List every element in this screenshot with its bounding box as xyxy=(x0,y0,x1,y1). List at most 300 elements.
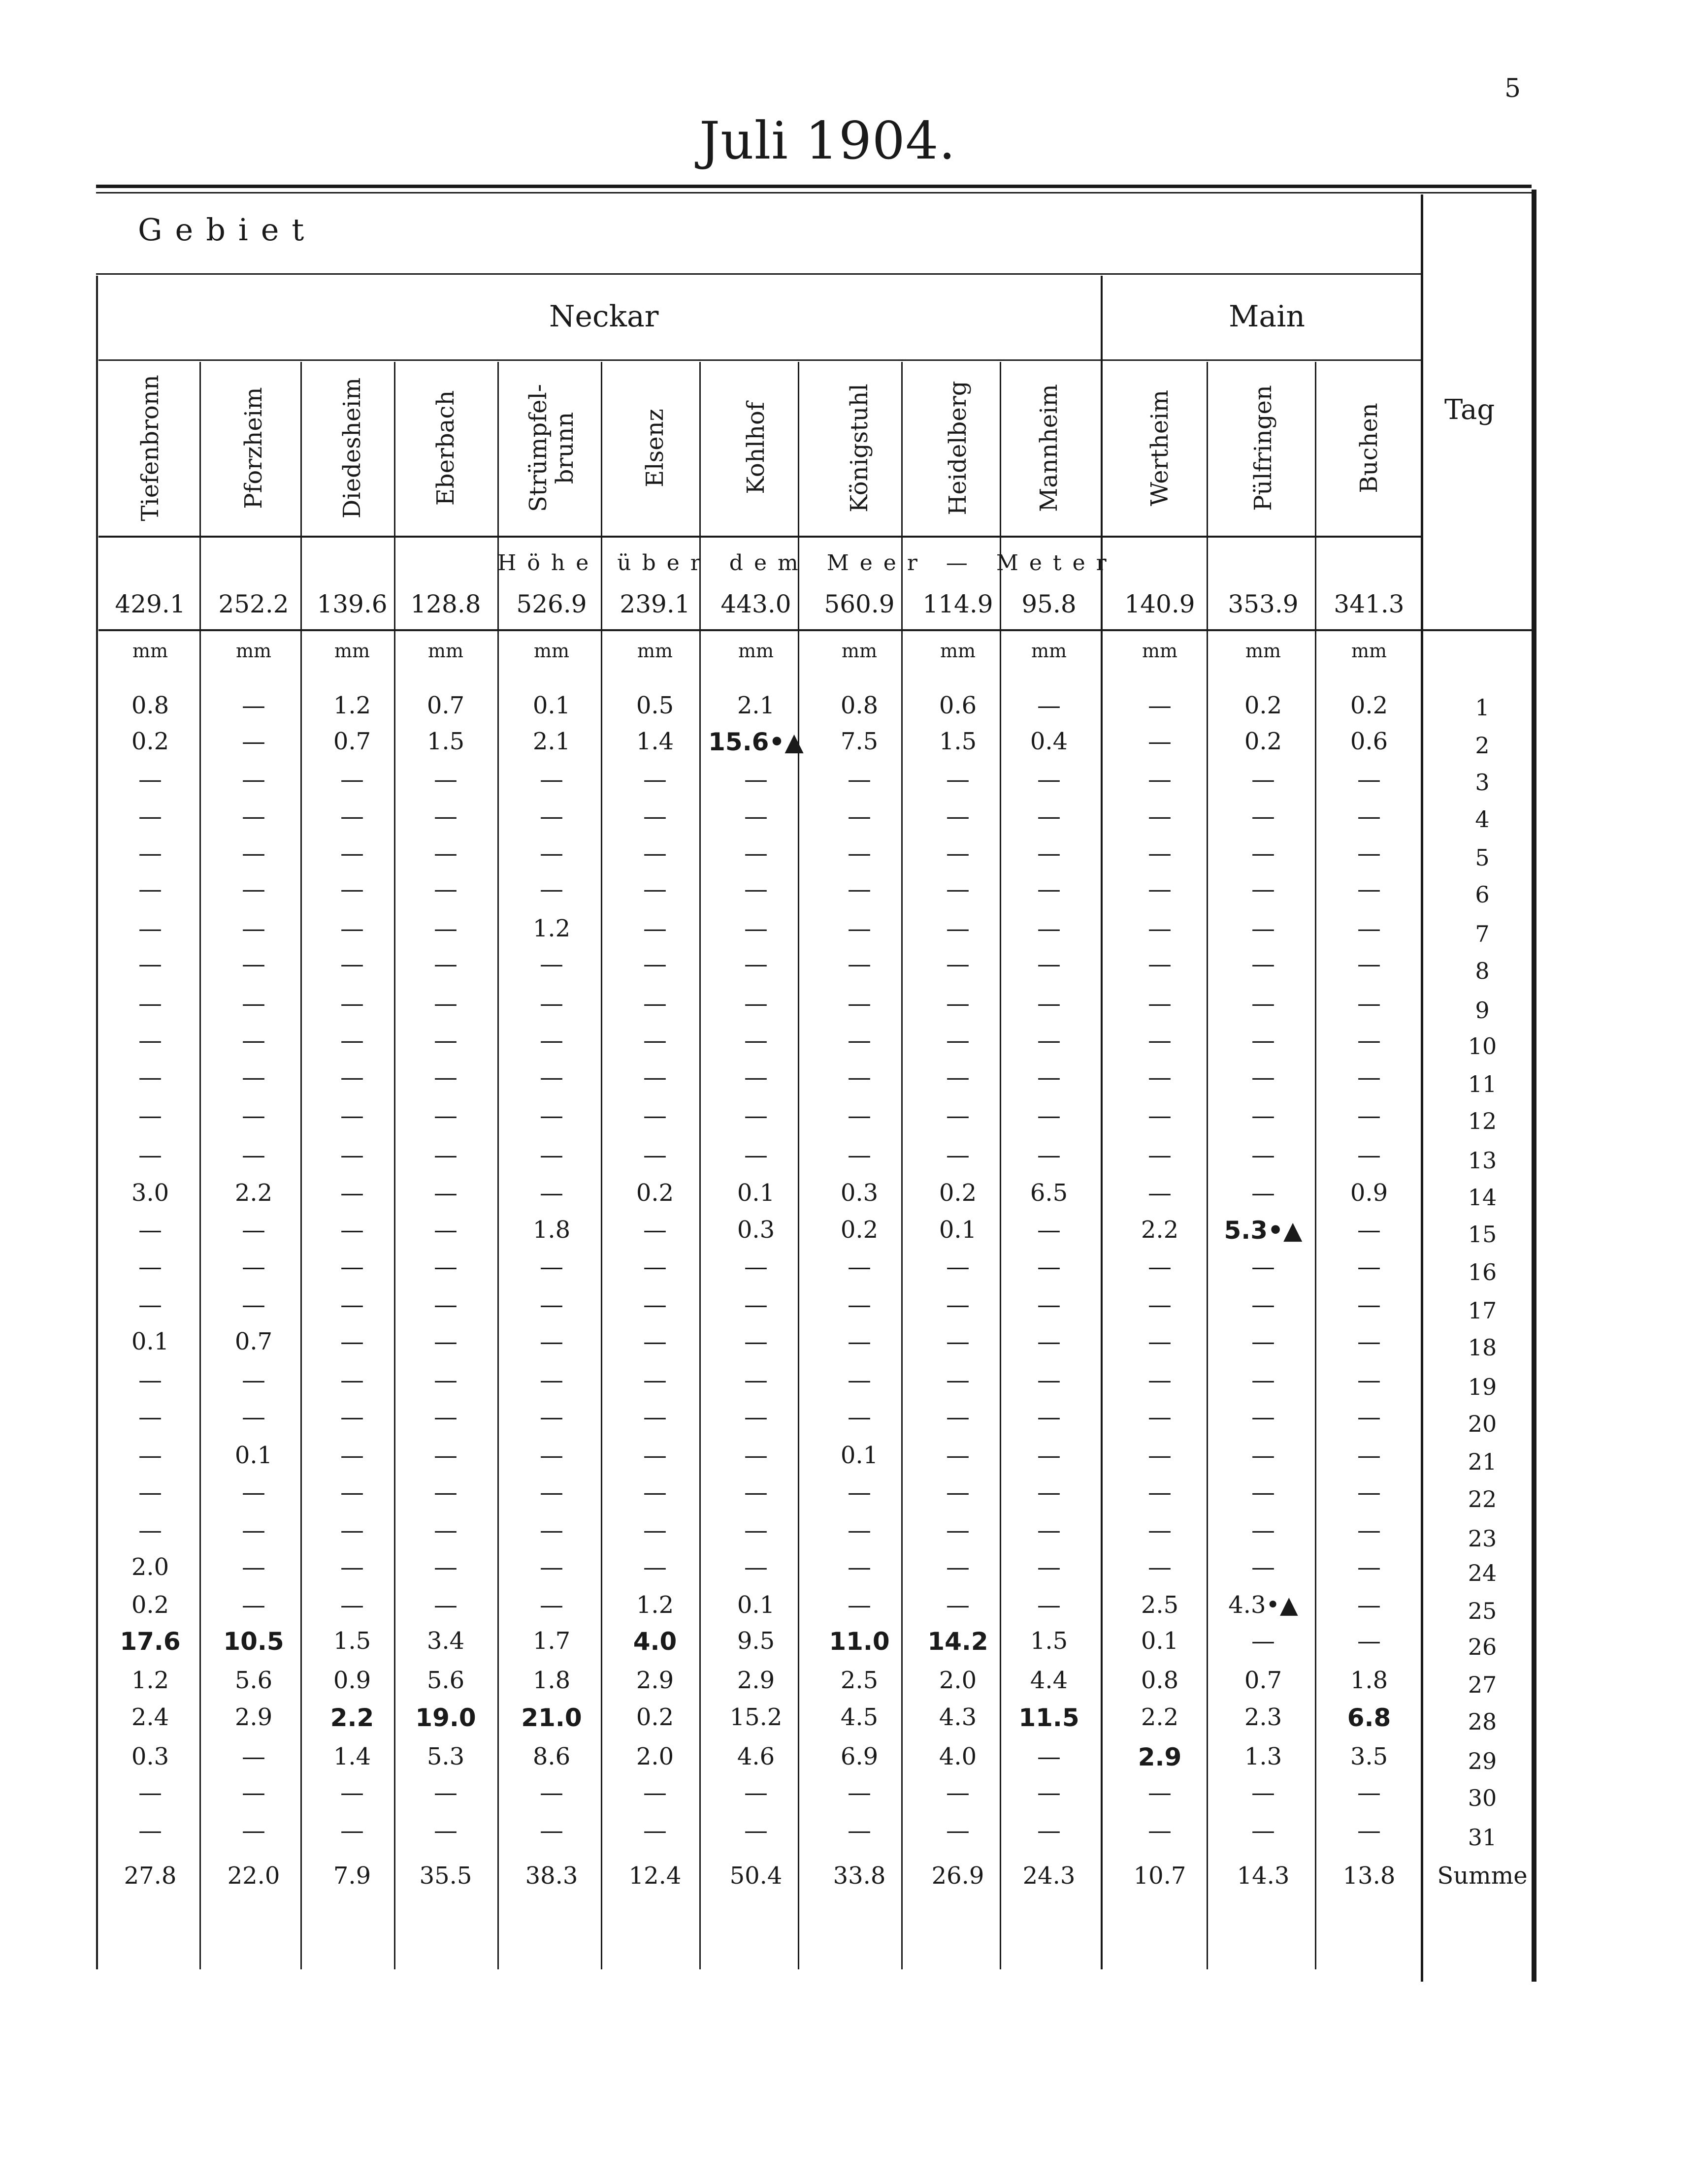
precipitation-value: — xyxy=(434,1366,457,1394)
day-number: 24 xyxy=(1468,1560,1497,1586)
precipitation-value: — xyxy=(340,839,364,867)
precipitation-value: — xyxy=(540,1779,563,1806)
region-neckar: Neckar xyxy=(549,299,659,334)
column-divider xyxy=(300,362,302,1969)
precipitation-value: — xyxy=(340,1403,364,1431)
precipitation-value: — xyxy=(946,1779,970,1806)
station-elevation: 526.9 xyxy=(516,590,587,618)
precipitation-value: — xyxy=(540,1253,563,1281)
precipitation-value: — xyxy=(242,1591,265,1619)
precipitation-value: 5.6 xyxy=(426,1667,465,1694)
precipitation-value: 4.6 xyxy=(737,1743,775,1770)
precipitation-value: — xyxy=(540,1478,563,1506)
precipitation-value: — xyxy=(138,1216,162,1244)
precipitation-value: — xyxy=(138,1027,162,1054)
precipitation-value: — xyxy=(242,1403,265,1431)
precipitation-value: 17.6 xyxy=(120,1627,181,1656)
precipitation-value: 0.2 xyxy=(1350,692,1388,719)
precipitation-value: 0.3 xyxy=(131,1743,169,1770)
precipitation-value: — xyxy=(1357,1102,1381,1129)
precipitation-value: 4.3 xyxy=(939,1703,977,1731)
precipitation-value: — xyxy=(1357,915,1381,942)
precipitation-value: — xyxy=(1251,803,1275,830)
precipitation-value: — xyxy=(643,1779,667,1806)
day-number: 7 xyxy=(1475,921,1490,947)
day-number: 15 xyxy=(1468,1221,1497,1248)
precipitation-value: 10.5 xyxy=(223,1627,284,1656)
precipitation-value: — xyxy=(242,1253,265,1281)
precipitation-value: — xyxy=(434,803,457,830)
precipitation-value: — xyxy=(1148,1179,1172,1207)
station-elevation: 341.3 xyxy=(1334,590,1405,618)
precipitation-value: — xyxy=(434,1591,457,1619)
precipitation-value: — xyxy=(946,1027,970,1054)
precipitation-value: — xyxy=(1251,875,1275,903)
precipitation-value: 3.5 xyxy=(1350,1743,1388,1770)
day-number: 16 xyxy=(1468,1259,1497,1285)
precipitation-value: 2.0 xyxy=(636,1743,674,1770)
precipitation-value: — xyxy=(946,950,970,978)
precipitation-value: 0.1 xyxy=(131,1328,169,1355)
day-number: 10 xyxy=(1468,1033,1497,1060)
day-number: 9 xyxy=(1475,997,1490,1024)
precipitation-value: — xyxy=(1251,990,1275,1017)
precipitation-value: — xyxy=(138,803,162,830)
precipitation-value: — xyxy=(434,1553,457,1581)
precipitation-value: — xyxy=(138,1442,162,1469)
unit-label: mm xyxy=(1351,640,1387,662)
monthly-sum: 50.4 xyxy=(729,1862,783,1890)
precipitation-value: 1.2 xyxy=(532,915,571,942)
precipitation-value: — xyxy=(643,803,667,830)
column-divider xyxy=(497,362,499,1969)
precipitation-value: — xyxy=(1148,766,1172,793)
precipitation-value: — xyxy=(1357,1063,1381,1091)
elevation-rule xyxy=(98,629,1532,631)
day-number: 6 xyxy=(1475,881,1490,908)
precipitation-value: — xyxy=(1357,1216,1381,1244)
station-elevation: 443.0 xyxy=(720,590,791,618)
precipitation-value: — xyxy=(848,990,871,1017)
precipitation-value: — xyxy=(744,1366,768,1394)
precipitation-value: — xyxy=(242,990,265,1017)
precipitation-value: — xyxy=(138,839,162,867)
station-name: Buchen xyxy=(1355,403,1383,493)
precipitation-value: — xyxy=(1148,692,1172,719)
monthly-sum: 22.0 xyxy=(227,1862,280,1890)
precipitation-value: — xyxy=(340,1553,364,1581)
precipitation-value: — xyxy=(848,1553,871,1581)
precipitation-value: — xyxy=(1357,1817,1381,1844)
precipitation-value: — xyxy=(1148,1516,1172,1544)
precipitation-value: — xyxy=(946,1291,970,1318)
precipitation-value: — xyxy=(1148,1403,1172,1431)
precipitation-value: — xyxy=(946,1253,970,1281)
precipitation-value: — xyxy=(643,1516,667,1544)
precipitation-value: 14.2 xyxy=(927,1627,988,1656)
precipitation-value: — xyxy=(643,875,667,903)
tag-border xyxy=(1421,194,1423,1982)
precipitation-value: 0.1 xyxy=(737,1179,775,1207)
precipitation-value: — xyxy=(848,1478,871,1506)
precipitation-value: — xyxy=(540,1027,563,1054)
precipitation-value: 0.1 xyxy=(234,1442,273,1469)
precipitation-value: 0.6 xyxy=(1350,728,1388,755)
precipitation-value: — xyxy=(1037,1553,1061,1581)
precipitation-value: 1.2 xyxy=(636,1591,674,1619)
precipitation-value: — xyxy=(434,1141,457,1169)
region-rule xyxy=(98,359,1421,361)
station-elevation: 95.8 xyxy=(1021,590,1077,618)
precipitation-value: — xyxy=(540,1591,563,1619)
station-name: Heidelberg xyxy=(944,381,972,515)
day-number: 18 xyxy=(1468,1334,1497,1361)
precipitation-value: — xyxy=(946,875,970,903)
precipitation-value: — xyxy=(643,950,667,978)
precipitation-value: — xyxy=(1251,1442,1275,1469)
precipitation-value: 6.8 xyxy=(1347,1703,1391,1732)
precipitation-value: — xyxy=(1148,1366,1172,1394)
station-rule xyxy=(98,536,1421,538)
precipitation-value: — xyxy=(1037,1253,1061,1281)
page-title: Juli 1904. xyxy=(699,111,956,171)
day-number: 20 xyxy=(1468,1411,1497,1437)
precipitation-value: 2.9 xyxy=(1138,1743,1182,1771)
precipitation-value: — xyxy=(340,1291,364,1318)
station-name: Tiefenbronn xyxy=(136,375,164,521)
monthly-sum: 13.8 xyxy=(1342,1862,1396,1890)
precipitation-value: — xyxy=(540,1063,563,1091)
precipitation-value: 9.5 xyxy=(737,1627,775,1655)
precipitation-value: 7.5 xyxy=(840,728,879,755)
monthly-sum: 7.9 xyxy=(333,1862,371,1890)
monthly-sum: 24.3 xyxy=(1022,1862,1076,1890)
precipitation-value: — xyxy=(340,1478,364,1506)
day-number: 13 xyxy=(1468,1147,1497,1174)
precipitation-value: — xyxy=(946,1442,970,1469)
day-number: 29 xyxy=(1468,1748,1497,1774)
precipitation-value: — xyxy=(540,990,563,1017)
precipitation-value: — xyxy=(138,1063,162,1091)
precipitation-value: — xyxy=(744,1442,768,1469)
precipitation-value: — xyxy=(340,1442,364,1469)
unit-label: mm xyxy=(132,640,168,662)
day-number: 17 xyxy=(1468,1297,1497,1324)
precipitation-value: — xyxy=(1357,1553,1381,1581)
precipitation-value: — xyxy=(434,766,457,793)
precipitation-value: 0.6 xyxy=(939,692,977,719)
precipitation-value: — xyxy=(1148,839,1172,867)
day-number: 8 xyxy=(1475,958,1490,984)
precipitation-value: 15.6•▲ xyxy=(708,728,804,756)
precipitation-value: — xyxy=(242,915,265,942)
precipitation-value: — xyxy=(643,1328,667,1355)
precipitation-value: — xyxy=(848,950,871,978)
precipitation-value: — xyxy=(540,1179,563,1207)
precipitation-value: — xyxy=(643,766,667,793)
precipitation-value: — xyxy=(1037,915,1061,942)
precipitation-value: — xyxy=(1357,1516,1381,1544)
region-divider xyxy=(1101,276,1103,1969)
precipitation-value: — xyxy=(1251,1516,1275,1544)
station-elevation: 128.8 xyxy=(410,590,481,618)
precipitation-value: — xyxy=(540,1553,563,1581)
precipitation-value: 0.9 xyxy=(333,1667,371,1694)
precipitation-value: — xyxy=(340,1328,364,1355)
precipitation-value: — xyxy=(848,1141,871,1169)
precipitation-value: — xyxy=(1037,1591,1061,1619)
precipitation-value: — xyxy=(138,1516,162,1544)
precipitation-value: 2.2 xyxy=(1141,1703,1179,1731)
precipitation-value: — xyxy=(643,839,667,867)
unit-label: mm xyxy=(1031,640,1067,662)
precipitation-value: — xyxy=(744,1403,768,1431)
precipitation-value: 1.8 xyxy=(532,1667,571,1694)
precipitation-value: — xyxy=(744,766,768,793)
precipitation-value: — xyxy=(1148,1478,1172,1506)
precipitation-value: 0.2 xyxy=(1244,728,1282,755)
day-number: 5 xyxy=(1475,844,1490,871)
station-elevation: 114.9 xyxy=(922,590,993,618)
precipitation-value: — xyxy=(1357,1591,1381,1619)
precipitation-value: 2.2 xyxy=(330,1703,374,1732)
precipitation-value: — xyxy=(1148,990,1172,1017)
precipitation-value: 3.4 xyxy=(426,1627,465,1655)
precipitation-value: — xyxy=(744,1779,768,1806)
precipitation-value: — xyxy=(434,839,457,867)
precipitation-value: — xyxy=(643,1366,667,1394)
precipitation-value: — xyxy=(946,839,970,867)
precipitation-value: 1.2 xyxy=(333,692,371,719)
precipitation-value: — xyxy=(1251,1478,1275,1506)
precipitation-value: — xyxy=(1148,1328,1172,1355)
top-rule xyxy=(96,185,1532,188)
precipitation-value: — xyxy=(744,1291,768,1318)
precipitation-value: — xyxy=(242,1553,265,1581)
precipitation-value: 11.0 xyxy=(829,1627,890,1656)
precipitation-value: — xyxy=(1037,1141,1061,1169)
precipitation-value: — xyxy=(946,1328,970,1355)
precipitation-value: — xyxy=(138,1102,162,1129)
precipitation-value: 1.2 xyxy=(131,1667,169,1694)
precipitation-value: — xyxy=(848,1102,871,1129)
precipitation-value: — xyxy=(340,1516,364,1544)
precipitation-value: — xyxy=(1037,875,1061,903)
unit-label: mm xyxy=(940,640,976,662)
precipitation-value: — xyxy=(1037,1027,1061,1054)
precipitation-value: — xyxy=(643,1063,667,1091)
precipitation-value: — xyxy=(1148,803,1172,830)
precipitation-value: 2.4 xyxy=(131,1703,169,1731)
precipitation-value: — xyxy=(848,1403,871,1431)
precipitation-value: — xyxy=(340,1366,364,1394)
precipitation-value: — xyxy=(946,1102,970,1129)
precipitation-value: — xyxy=(1148,1141,1172,1169)
precipitation-value: — xyxy=(1037,1516,1061,1544)
precipitation-value: — xyxy=(1357,1779,1381,1806)
unit-label: mm xyxy=(235,640,272,662)
tag-header: Tag xyxy=(1444,394,1495,426)
precipitation-value: — xyxy=(1357,875,1381,903)
precipitation-value: — xyxy=(138,766,162,793)
unit-label: mm xyxy=(1142,640,1178,662)
precipitation-value: — xyxy=(434,1063,457,1091)
precipitation-value: 0.8 xyxy=(131,692,169,719)
hoehe-label: Höhe über dem Meer — Meter xyxy=(497,550,1117,576)
region-main: Main xyxy=(1229,299,1306,334)
precipitation-value: — xyxy=(643,1102,667,1129)
precipitation-value: — xyxy=(434,1179,457,1207)
precipitation-value: — xyxy=(242,1102,265,1129)
precipitation-value: — xyxy=(1357,1366,1381,1394)
precipitation-value: 4.0 xyxy=(633,1627,677,1656)
precipitation-value: — xyxy=(1251,1141,1275,1169)
precipitation-value: 1.4 xyxy=(333,1743,371,1770)
precipitation-value: — xyxy=(242,875,265,903)
precipitation-value: — xyxy=(434,950,457,978)
precipitation-value: — xyxy=(946,803,970,830)
page-number: 5 xyxy=(1504,74,1521,103)
precipitation-value: 2.1 xyxy=(737,692,775,719)
station-elevation: 140.9 xyxy=(1124,590,1195,618)
precipitation-value: — xyxy=(138,1141,162,1169)
precipitation-value: — xyxy=(242,839,265,867)
precipitation-value: — xyxy=(1148,950,1172,978)
precipitation-value: — xyxy=(848,1516,871,1544)
monthly-sum: 26.9 xyxy=(931,1862,984,1890)
precipitation-value: — xyxy=(1357,1291,1381,1318)
precipitation-value: 0.2 xyxy=(131,1591,169,1619)
station-name: Mannheim xyxy=(1035,384,1063,512)
precipitation-value: 4.4 xyxy=(1030,1667,1068,1694)
day-number: 12 xyxy=(1468,1108,1497,1134)
precipitation-value: 0.3 xyxy=(840,1179,879,1207)
precipitation-value: 0.3 xyxy=(737,1216,775,1244)
precipitation-value: — xyxy=(340,950,364,978)
precipitation-value: — xyxy=(242,1516,265,1544)
precipitation-value: — xyxy=(434,1516,457,1544)
precipitation-value: — xyxy=(643,1291,667,1318)
precipitation-value: 6.5 xyxy=(1030,1179,1068,1207)
precipitation-value: — xyxy=(1037,1817,1061,1844)
precipitation-value: — xyxy=(744,1063,768,1091)
station-elevation: 560.9 xyxy=(824,590,895,618)
precipitation-value: — xyxy=(848,1063,871,1091)
monthly-sum: 14.3 xyxy=(1237,1862,1290,1890)
precipitation-value: — xyxy=(340,1591,364,1619)
precipitation-value: — xyxy=(1148,1253,1172,1281)
precipitation-value: — xyxy=(1037,1063,1061,1091)
precipitation-value: — xyxy=(242,1027,265,1054)
precipitation-value: — xyxy=(643,990,667,1017)
precipitation-value: — xyxy=(1251,1102,1275,1129)
precipitation-value: — xyxy=(138,1291,162,1318)
precipitation-value: — xyxy=(744,1253,768,1281)
precipitation-value: — xyxy=(340,1141,364,1169)
precipitation-value: 0.8 xyxy=(1141,1667,1179,1694)
precipitation-value: — xyxy=(744,1817,768,1844)
precipitation-value: 1.5 xyxy=(1030,1627,1068,1655)
precipitation-value: — xyxy=(242,803,265,830)
precipitation-value: — xyxy=(643,1403,667,1431)
precipitation-value: — xyxy=(643,1027,667,1054)
day-number: 3 xyxy=(1475,769,1490,796)
precipitation-value: — xyxy=(1357,1478,1381,1506)
precipitation-value: — xyxy=(643,1442,667,1469)
precipitation-value: — xyxy=(1037,1102,1061,1129)
precipitation-value: — xyxy=(340,766,364,793)
unit-label: mm xyxy=(1245,640,1281,662)
precipitation-value: — xyxy=(138,1817,162,1844)
precipitation-value: — xyxy=(1251,1291,1275,1318)
precipitation-value: — xyxy=(744,950,768,978)
column-divider xyxy=(1000,362,1001,1969)
precipitation-value: — xyxy=(848,1291,871,1318)
precipitation-value: 0.7 xyxy=(1244,1667,1282,1694)
precipitation-value: — xyxy=(744,839,768,867)
top-rule-thin xyxy=(96,192,1532,193)
precipitation-value: — xyxy=(848,766,871,793)
precipitation-value: 1.5 xyxy=(333,1627,371,1655)
day-number: 21 xyxy=(1468,1448,1497,1475)
precipitation-value: — xyxy=(540,1442,563,1469)
monthly-sum: 33.8 xyxy=(833,1862,886,1890)
precipitation-value: — xyxy=(1251,1063,1275,1091)
precipitation-value: 0.2 xyxy=(939,1179,977,1207)
precipitation-value: — xyxy=(848,839,871,867)
precipitation-value: — xyxy=(1251,766,1275,793)
precipitation-value: — xyxy=(1251,1779,1275,1806)
precipitation-value: — xyxy=(1037,839,1061,867)
precipitation-value: — xyxy=(540,839,563,867)
precipitation-value: — xyxy=(138,1366,162,1394)
precipitation-value: — xyxy=(1037,1216,1061,1244)
precipitation-value: — xyxy=(848,1779,871,1806)
precipitation-value: 1.8 xyxy=(1350,1667,1388,1694)
precipitation-value: — xyxy=(643,1253,667,1281)
column-divider xyxy=(394,362,395,1969)
precipitation-value: — xyxy=(1148,1291,1172,1318)
precipitation-value: — xyxy=(434,1328,457,1355)
precipitation-value: — xyxy=(1148,1553,1172,1581)
precipitation-value: 4.3•▲ xyxy=(1228,1591,1298,1619)
right-border xyxy=(1532,190,1536,1982)
precipitation-value: — xyxy=(540,1403,563,1431)
precipitation-value: — xyxy=(848,1027,871,1054)
station-name: Eberbach xyxy=(432,390,459,506)
precipitation-value: 1.3 xyxy=(1244,1743,1282,1770)
column-divider xyxy=(901,362,903,1969)
precipitation-value: — xyxy=(744,1553,768,1581)
precipitation-value: — xyxy=(340,1779,364,1806)
precipitation-value: — xyxy=(434,1291,457,1318)
day-number: 23 xyxy=(1468,1525,1497,1552)
precipitation-value: 4.5 xyxy=(840,1703,879,1731)
precipitation-value: — xyxy=(848,875,871,903)
precipitation-value: — xyxy=(340,1253,364,1281)
precipitation-value: 0.2 xyxy=(840,1216,879,1244)
precipitation-value: — xyxy=(1037,1779,1061,1806)
precipitation-value: — xyxy=(340,1216,364,1244)
station-name: Kohlhof xyxy=(742,402,770,494)
precipitation-value: — xyxy=(242,1743,265,1770)
precipitation-value: 2.9 xyxy=(737,1667,775,1694)
precipitation-value: — xyxy=(540,1102,563,1129)
day-number: 2 xyxy=(1475,732,1490,759)
precipitation-value: 2.0 xyxy=(131,1553,169,1581)
precipitation-value: — xyxy=(1037,1403,1061,1431)
precipitation-value: — xyxy=(848,915,871,942)
